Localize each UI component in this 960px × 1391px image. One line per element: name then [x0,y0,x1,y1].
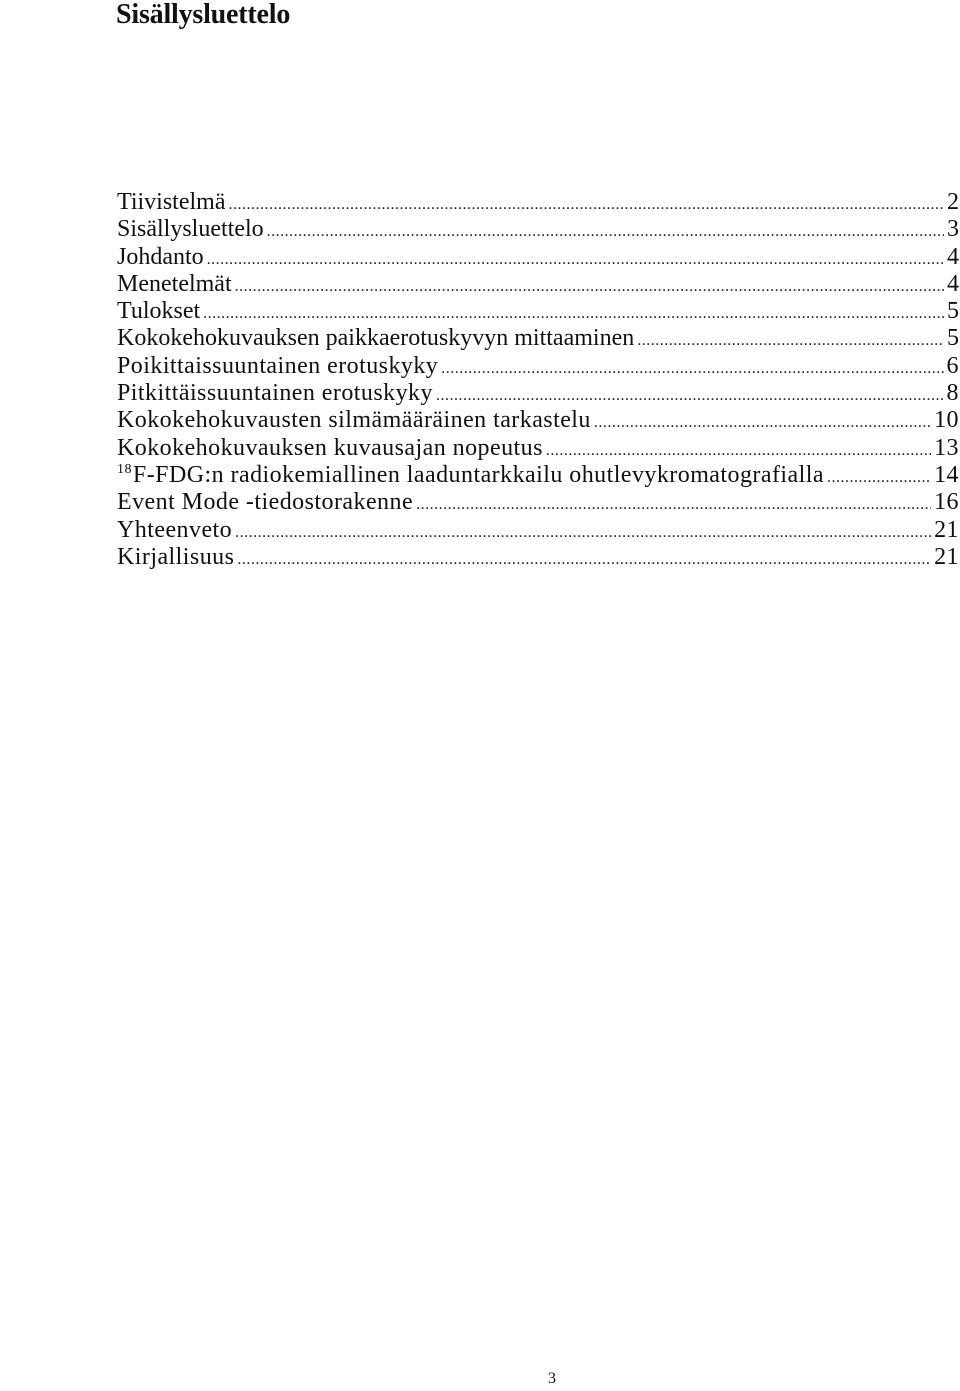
toc-entry-page: 10 [934,407,959,434]
toc-entry [117,271,959,298]
toc-entry-page: 16 [934,489,959,516]
toc-entry-label: Sisällysluettelo [117,216,264,243]
dot-leader [637,327,944,354]
toc-entry-page: 2 [947,189,959,215]
toc-entry [117,189,959,216]
toc-entry [117,298,959,325]
toc-entry-page: 21 [934,516,959,543]
dot-leader [436,382,944,409]
toc-entry-label: Kirjallisuus [117,543,235,570]
dot-leader [228,191,944,218]
toc-entry [117,489,959,516]
toc-entry-page: 14 [934,461,959,488]
toc-entry [117,462,959,489]
page-number: 3 [548,1370,556,1387]
toc-entry-page: 13 [934,434,959,461]
toc-entry-label: Kokokehokuvauksen paikkaerotuskyvyn mittaaminen [117,325,635,352]
toc-entry [117,353,959,380]
toc-entry-label: Johdanto [117,243,204,270]
dot-leader [207,246,944,273]
toc-entry [117,407,959,434]
toc-entry-page: 5 [947,298,959,325]
toc-entry-label: Pitkittäissuuntainen erotuskyky [117,380,433,407]
toc-entry [117,216,959,243]
dot-leader [267,218,944,245]
toc-entry-label: Kokokehokuvauksen kuvausajan nopeutus [117,434,543,461]
toc-entry-label: Menetelmät [117,270,232,297]
table-of-contents [117,189,959,571]
toc-entry-label: Tiivistelmä [117,189,226,215]
dot-leader [827,464,931,491]
toc-entry-page: 4 [947,243,959,270]
dot-leader [237,546,931,573]
toc-entry-label: Kokokehokuvausten silmämääräinen tarkastelu [117,407,591,434]
dot-leader [441,355,943,382]
toc-entry [117,325,959,352]
toc-entry-label: Event Mode -tiedostorakenne [117,489,414,516]
toc-entry [117,380,959,407]
dot-leader [235,519,931,546]
page-title: Sisällysluettelo [116,0,291,30]
toc-entry-page: 5 [947,325,959,352]
toc-entry [117,244,959,271]
toc-entry-page: 8 [946,380,959,407]
toc-entry-page: 4 [947,270,959,297]
toc-entry-page: 6 [946,352,959,379]
toc-entry [117,517,959,544]
toc-entry-page: 21 [934,543,959,570]
dot-leader [235,273,944,300]
toc-entry-label: Tulokset [117,298,201,325]
toc-entry-label [117,462,824,489]
toc-entry-label-text: F-FDG:n radiokemiallinen laaduntarkkailu ohutlevykromatografialla [132,461,824,488]
dot-leader [594,409,931,436]
dot-leader [203,300,944,327]
toc-entry [117,435,959,462]
toc-entry-label: Yhteenveto [117,516,233,543]
dot-leader [546,437,931,464]
isotope-superscript: 18 [117,461,132,477]
dot-leader [416,491,931,518]
toc-entry-page: 3 [947,216,959,243]
toc-entry-label: Poikittaissuuntainen erotuskyky [117,352,439,379]
toc-entry [117,544,959,571]
